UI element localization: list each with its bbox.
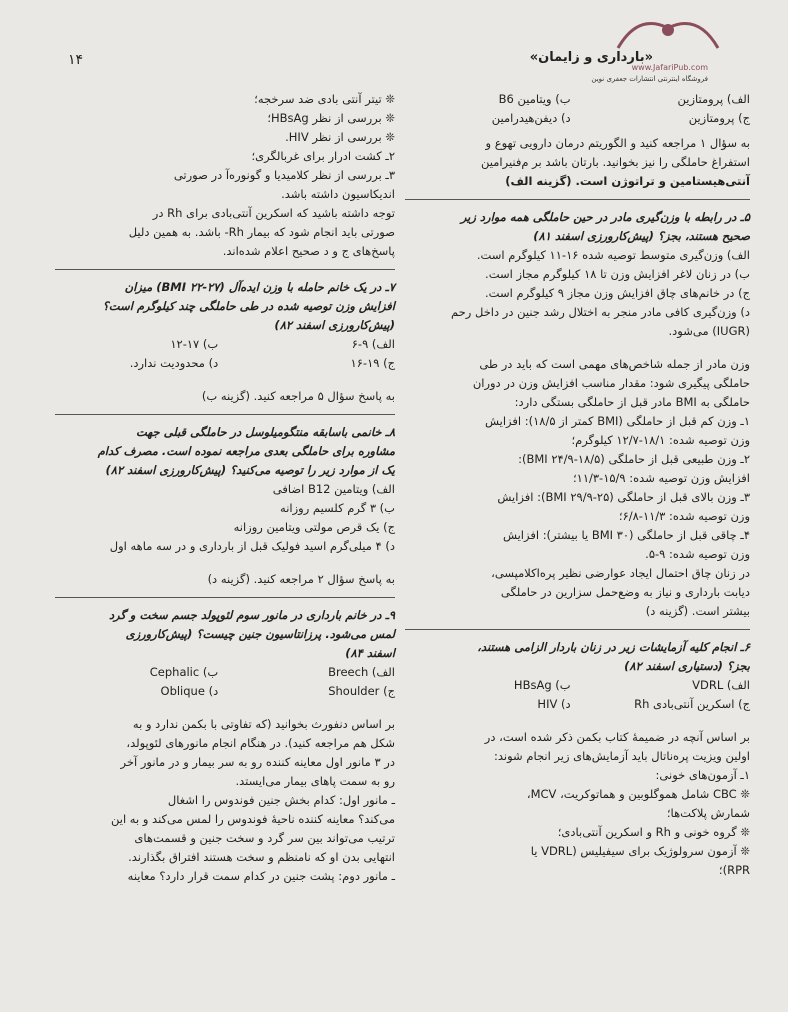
text-line: ۱ـ آزمون‌های خونی: bbox=[655, 768, 750, 782]
text-line: ج) ۱۹-۱۶ bbox=[350, 356, 395, 370]
answer-8: به پاسخ سؤال ۲ مراجعه کنید. (گزینه د) bbox=[207, 572, 395, 586]
publisher-subtitle: فروشگاه اینترنتی انتشارات جعفری نوین bbox=[591, 75, 708, 83]
text-line: افزایش وزن توصیه شده: ۱۵/۹-۱۱/۳؛ bbox=[572, 471, 750, 485]
page-header bbox=[60, 38, 748, 83]
answer-6-continued bbox=[55, 90, 395, 261]
text-line: ❊ بررسی از نظر HBsAg؛ bbox=[267, 111, 395, 125]
text-line: ۸ـ خانمی باسابقه منتگومیلوسل در حاملگی قبلی جهت bbox=[135, 425, 395, 439]
text-line: ۳ـ بررسی از نظر کلامیدیا و گونوره‌آ در صورتی bbox=[173, 168, 395, 182]
text-line: بر اساس آنچه در ضمیمهٔ کتاب بکمن ذکر شده است، در bbox=[484, 730, 750, 744]
text-line: د) Oblique bbox=[160, 684, 219, 698]
text-line: بیشتر است. (گزینه د) bbox=[645, 604, 750, 618]
text-line: حاملگی پیگیری شود: مقدار مناسب افزایش وزن در دوران bbox=[472, 376, 750, 390]
text-line: ۲ـ کشت ادرار برای غربالگری؛ bbox=[251, 149, 395, 163]
text-line: صورتی باید انجام شود که بیمار Rh- باشد. به همین دلیل bbox=[128, 225, 395, 239]
text-line: لمس می‌شود. پرزانتاسیون جنین چیست؟ (پیش‌کارورزی bbox=[125, 627, 395, 641]
text-line: اسفند ۸۴) bbox=[345, 646, 395, 660]
text-line: بر اساس دنفورث بخوانید (که تفاوتی با بکمن ندارد و به bbox=[132, 717, 395, 731]
text-line: یک از موارد زیر را توصیه می‌کنید؟ (پیش‌کارورزی اسفند ۸۲) bbox=[105, 463, 395, 477]
text-line: الف) ۹-۶ bbox=[351, 337, 395, 351]
divider bbox=[405, 629, 750, 630]
text-line: رو به سمت پاهای بیمار می‌ایستد. bbox=[235, 774, 395, 788]
text-line: ۷ـ در یک خانم حامله با وزن ایده‌آل (BMI ۲۲-۲۷) میزان bbox=[124, 280, 395, 294]
text-line: د) ۴ میلی‌گرم اسید فولیک قبل از بارداری و در سه ماهه اول bbox=[109, 539, 395, 553]
text-line: د) محدودیت ندارد. bbox=[129, 356, 219, 370]
answer-7: به پاسخ سؤال ۵ مراجعه کنید. (گزینه ب) bbox=[201, 389, 395, 403]
text-line: الف) پرومتازین bbox=[677, 92, 750, 106]
text-line: ۵ـ در رابطه با وزن‌گیری مادر در حین حاملگی همه موارد زیر bbox=[460, 210, 750, 224]
text-line: ب) ۱۷-۱۲ bbox=[170, 337, 219, 351]
text-line: شکل هم مراجعه کنید). در هنگام انجام مانورهای لئوپولد، bbox=[126, 736, 395, 750]
chapter-title: «بارداری و زایمان» bbox=[529, 50, 653, 65]
answer-6 bbox=[405, 728, 750, 880]
text-line: ج) در خانم‌های چاق افزایش وزن مجاز ۹ کیلوگرم است. bbox=[485, 286, 750, 300]
divider bbox=[405, 199, 750, 200]
text-line: الف) VDRL bbox=[692, 678, 750, 692]
question-8 bbox=[55, 423, 395, 556]
text-line: بجز؟ (دستیاری اسفند ۸۲) bbox=[624, 659, 750, 673]
text-line: وزن توصیه شده: ۹-۵. bbox=[645, 547, 750, 561]
text-line: ❊ بررسی از نظر HIV. bbox=[285, 130, 395, 144]
text-line: الف) Breech bbox=[328, 665, 395, 679]
text-line: الف) ویتامین B12 اضافی bbox=[272, 482, 395, 496]
text-line: (پیش‌کارورزی اسفند ۸۲) bbox=[274, 318, 395, 332]
text-line: ـ مانور اول: کدام بخش جنین فوندوس را اشغال bbox=[167, 793, 395, 807]
text-line: (IUGR) می‌شود. bbox=[668, 324, 750, 338]
text-line: دیابت بارداری و نیاز به وضع‌حمل سزارین در حاملگی bbox=[500, 585, 750, 599]
divider bbox=[55, 269, 395, 270]
text-line: مشاوره برای حاملگی بعدی مراجعه نموده است. مصرف کدام bbox=[97, 444, 395, 458]
text-line: به سؤال ۱ مراجعه کنید و الگوریتم درمان دارویی تهوع و bbox=[485, 136, 750, 150]
text-line: ب) ویتامین B6 bbox=[498, 92, 571, 106]
text-line: ❊ آزمون سرولوژیک برای سیفیلیس (VDRL یا bbox=[530, 844, 750, 858]
text-line: ۱ـ وزن کم قبل از حاملگی (BMI کمتر از ۱۸/۵): افزایش bbox=[485, 414, 750, 428]
answer-4 bbox=[405, 134, 750, 191]
question-9 bbox=[55, 606, 395, 701]
question-5 bbox=[405, 208, 750, 341]
text-line: ۹ـ در خانم بارداری در مانور سوم لئوپولد جسم سخت و گرد bbox=[108, 608, 395, 622]
text-line: الف) وزن‌گیری متوسط توصیه شده ۱۶-۱۱ کیلوگرم است. bbox=[476, 248, 750, 262]
text-line: ❊ تیتر آنتی بادی ضد سرخجه؛ bbox=[254, 92, 395, 106]
text-line: آنتی‌هیستامین و تراتوژن است. (گزینه الف) bbox=[505, 174, 750, 188]
text-line: د) HIV bbox=[537, 697, 571, 711]
text-line: ب) HBsAg bbox=[513, 678, 571, 692]
text-line: در ۳ مانور اول معاینه کننده رو به سر بیمار و در مانور آخر bbox=[120, 755, 395, 769]
text-line: ۳ـ وزن بالای قبل از حاملگی (BMI ۲۹/۹-۲۵): افزایش bbox=[497, 490, 750, 504]
text-line: ب) Cephalic bbox=[149, 665, 219, 679]
text-line: ب) در زنان لاغر افزایش وزن تا ۱۸ کیلوگرم مجاز است. bbox=[485, 267, 750, 281]
text-line: وزن مادر از جمله شاخص‌های مهمی است که باید در طی bbox=[479, 357, 750, 371]
divider bbox=[55, 597, 395, 598]
question-6 bbox=[405, 638, 750, 714]
text-line: ج) پرومتازین bbox=[688, 111, 750, 125]
text-line: ج) یک قرص مولتی ویتامین روزانه bbox=[233, 520, 395, 534]
text-line: ـ مانور دوم: پشت جنین در کدام سمت قرار دارد؟ معاینه bbox=[127, 869, 395, 883]
text-line: وزن توصیه شده: ۱۱/۳-۶/۸؛ bbox=[618, 509, 750, 523]
answer-5 bbox=[405, 355, 750, 621]
text-line: ۶ـ انجام کلیه آزمایشات زیر در زنان باردار الزامی هستند، bbox=[477, 640, 750, 654]
text-line: اندیکاسیون داشته باشد. bbox=[281, 187, 395, 201]
left-column bbox=[55, 90, 395, 892]
text-line: توجه داشته باشید که اسکرین آنتی‌بادی برای Rh در bbox=[152, 206, 395, 220]
answer-9 bbox=[55, 715, 395, 886]
text-line: پاسخ‌های ج و د صحیح اعلام شده‌اند. bbox=[222, 244, 395, 258]
text-line: ج) Shoulder bbox=[328, 684, 395, 698]
text-line: حاملگی به BMI مادر قبل از حاملگی بستگی دارد: bbox=[514, 395, 750, 409]
text-line: می‌کند؟ معاینه کننده ناحیهٔ فوندوس را لمس می‌کند و به این bbox=[111, 812, 395, 826]
text-line: انتهایی بدن او که نامنظم و سخت هستند افتراق بگذارند. bbox=[128, 850, 395, 864]
publisher-url: www.JafariPub.com bbox=[631, 63, 708, 72]
text-line: د) وزن‌گیری کافی مادر منجر به اختلال رشد جنین در داخل رحم bbox=[451, 305, 750, 319]
page-number: ۱۴ bbox=[68, 52, 84, 68]
text-line: ۴ـ چاقی قبل از حاملگی (BMI ۳۰ یا بیشتر): افزایش bbox=[502, 528, 750, 542]
text-line: ❊ گروه خونی و Rh و اسکرین آنتی‌بادی؛ bbox=[557, 825, 750, 839]
text-line: استفراغ حاملگی را نیز بخوانید. بارتان باشد بر م‌فنیرامین bbox=[481, 155, 750, 169]
text-line: د) دیفن‌هیدرامین bbox=[491, 111, 571, 125]
text-line: اولین ویزیت پره‌ناتال باید آزمایش‌های زیر انجام شوند: bbox=[493, 749, 750, 763]
text-line: وزن توصیه شده: ۱۸/۱-۱۲/۷ کیلوگرم؛ bbox=[571, 433, 750, 447]
q4-options bbox=[405, 90, 750, 128]
text-line: RPR)؛ bbox=[718, 863, 750, 877]
text-line: ۲ـ وزن طبیعی قبل از حاملگی (BMI ۲۴/۹-۱۸/۵): bbox=[518, 452, 750, 466]
text-line: افزایش وزن توصیه شده در طی حاملگی چند کیلوگرم است؟ bbox=[102, 299, 395, 313]
text-line: ج) اسکرین آنتی‌بادی Rh bbox=[634, 697, 750, 711]
divider bbox=[55, 414, 395, 415]
text-line: شمارش پلاکت‌ها؛ bbox=[666, 806, 750, 820]
text-line: در زنان چاق احتمال ایجاد عوارضی نظیر پره‌اکلامپسی، bbox=[491, 566, 750, 580]
right-column bbox=[405, 90, 750, 886]
text-line: ب) ۳ گرم کلسیم روزانه bbox=[280, 501, 395, 515]
text-line: ❊ CBC شامل هموگلوبین و هماتوکریت، MCV، bbox=[526, 787, 750, 801]
question-7 bbox=[55, 278, 395, 373]
text-line: ترتیب می‌تواند بین سر گرد و سخت جنین و قسمت‌های bbox=[134, 831, 395, 845]
text-line: صحیح هستند، بجز؟ (پیش‌کارورزی اسفند ۸۱) bbox=[533, 229, 750, 243]
